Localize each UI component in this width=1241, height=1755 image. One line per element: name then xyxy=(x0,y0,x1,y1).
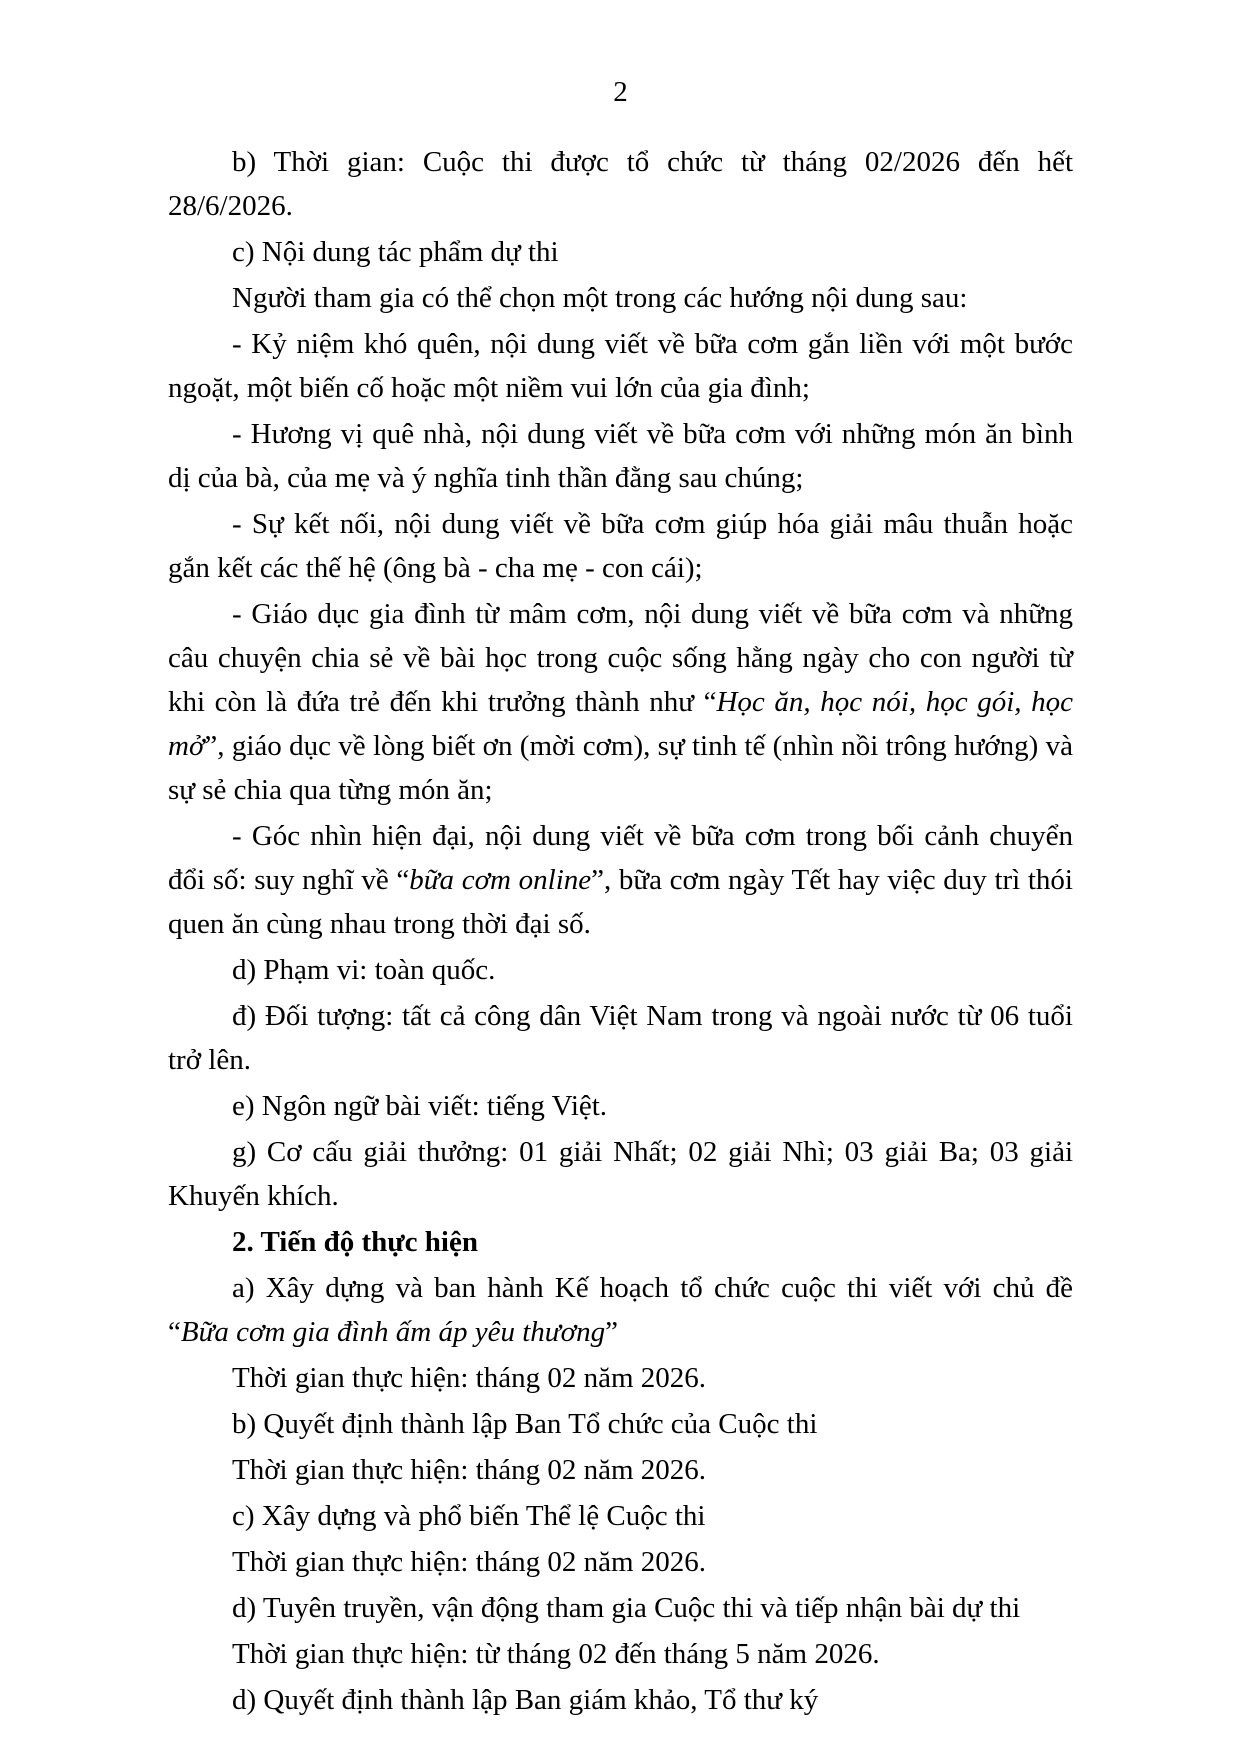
text-run: ”, giáo dục về lòng biết ơn (mời cơm), sự tinh tế (nhìn nồi trông hướng) và sự sẻ chia qua từng món ăn; xyxy=(168,730,1073,806)
italic-text-run: Bữa cơm gia đình ấm áp yêu thương xyxy=(180,1316,606,1348)
text-run: - Góc nhìn hiện đại, nội dung viết về bữa cơm trong bối cảnh chuyển đổi số: suy nghĩ về “ xyxy=(168,820,1073,896)
paragraph xyxy=(168,1130,1073,1218)
text-run: 2. Tiến độ thực hiện xyxy=(232,1226,478,1258)
paragraph xyxy=(168,1266,1073,1354)
paragraph xyxy=(168,592,1073,812)
text-run: Thời gian thực hiện: tháng 02 năm 2026. xyxy=(232,1362,707,1394)
text-run: c) Xây dựng và phổ biến Thể lệ Cuộc thi xyxy=(232,1500,706,1532)
paragraph xyxy=(168,1084,1073,1128)
paragraph xyxy=(168,994,1073,1082)
text-run: b) Thời gian: Cuộc thi được tổ chức từ tháng 02/2026 đến hết 28/6/2026. xyxy=(168,146,1073,222)
paragraph xyxy=(168,1540,1073,1584)
text-run: d) Quyết định thành lập Ban giám khảo, Tổ thư ký xyxy=(232,1684,819,1716)
paragraph xyxy=(168,1586,1073,1630)
paragraph xyxy=(168,1448,1073,1492)
text-run: g) Cơ cấu giải thưởng: 01 giải Nhất; 02 giải Nhì; 03 giải Ba; 03 giải Khuyến khích. xyxy=(168,1136,1073,1212)
italic-text-run: bữa cơm online xyxy=(409,864,592,896)
paragraph xyxy=(168,1632,1073,1676)
paragraph xyxy=(168,322,1073,410)
paragraph xyxy=(168,1356,1073,1400)
text-run: d) Tuyên truyền, vận động tham gia Cuộc thi và tiếp nhận bài dự thi xyxy=(232,1592,1021,1624)
paragraph xyxy=(168,276,1073,320)
text-run: ” xyxy=(605,1316,618,1348)
text-run: e) Ngôn ngữ bài viết: tiếng Việt. xyxy=(232,1090,608,1122)
text-run: c) Nội dung tác phẩm dự thi xyxy=(232,236,559,268)
text-run: ”, bữa cơm ngày Tết hay việc duy trì thói quen ăn cùng nhau trong thời đại số. xyxy=(168,864,1073,940)
paragraph xyxy=(168,502,1073,590)
text-run: - Kỷ niệm khó quên, nội dung viết về bữa cơm gắn liền với một bước ngoặt, một biến cố hoặc một niềm vui lớn của gia đình; xyxy=(168,328,1073,404)
text-run: đ) Đối tượng: tất cả công dân Việt Nam trong và ngoài nước từ 06 tuổi trở lên. xyxy=(168,1000,1073,1076)
paragraph xyxy=(168,1402,1073,1446)
text-run: a) Xây dựng và ban hành Kế hoạch tổ chức cuộc thi viết với chủ đề “ xyxy=(168,1272,1073,1348)
text-run: Thời gian thực hiện: tháng 02 năm 2026. xyxy=(232,1546,707,1578)
text-run: b) Quyết định thành lập Ban Tổ chức của Cuộc thi xyxy=(232,1408,818,1440)
text-run: Người tham gia có thể chọn một trong các hướng nội dung sau: xyxy=(232,282,968,314)
paragraph xyxy=(168,140,1073,228)
text-run: d) Phạm vi: toàn quốc. xyxy=(232,954,496,986)
italic-text-run: Học ăn, học nói, học gói, học mở xyxy=(168,686,1073,762)
paragraph xyxy=(168,814,1073,946)
page-number: 2 xyxy=(613,76,628,108)
text-run: Thời gian thực hiện: tháng 02 năm 2026. xyxy=(232,1454,707,1486)
paragraph xyxy=(168,1494,1073,1538)
text-run: - Sự kết nối, nội dung viết về bữa cơm giúp hóa giải mâu thuẫn hoặc gắn kết các thế hệ (ông bà - cha mẹ - con cái); xyxy=(168,508,1073,584)
section-heading xyxy=(168,1220,1073,1264)
text-run: - Giáo dục gia đình từ mâm cơm, nội dung viết về bữa cơm và những câu chuyện chia sẻ về bài học trong cuộc sống hằng ngày cho con người từ khi còn là đứa trẻ đến khi trưởng thành như “ xyxy=(168,598,1073,718)
paragraph xyxy=(168,1678,1073,1722)
text-run: Thời gian thực hiện: từ tháng 02 đến tháng 5 năm 2026. xyxy=(232,1638,880,1670)
document-body xyxy=(168,140,1073,1722)
paragraph xyxy=(168,412,1073,500)
text-run: - Hương vị quê nhà, nội dung viết về bữa cơm với những món ăn bình dị của bà, của mẹ và ý nghĩa tinh thần đằng sau chúng; xyxy=(168,418,1073,494)
paragraph xyxy=(168,948,1073,992)
paragraph xyxy=(168,230,1073,274)
